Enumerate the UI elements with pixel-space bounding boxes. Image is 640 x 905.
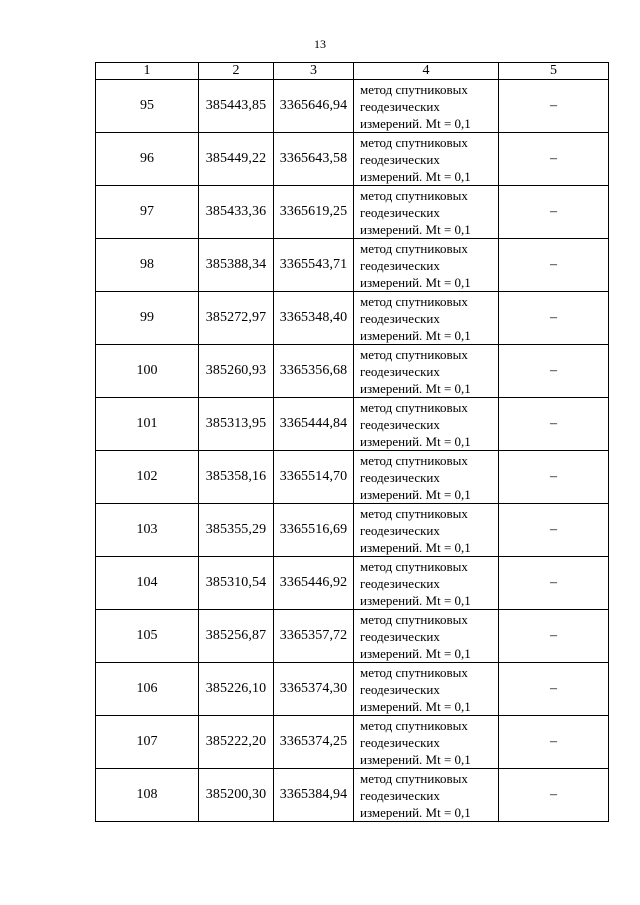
table-row [96,239,609,292]
table-row [96,716,609,769]
point-number-cell: 97 [96,186,199,239]
table-row [96,80,609,133]
method-line: измерений. Mt = 0,1 [360,751,471,767]
method-line: метод спутниковых [360,505,468,521]
y-coordinate-cell: 3365357,72 [274,610,354,663]
y-coordinate-cell: 3365619,25 [274,186,354,239]
method-line: измерений. Mt = 0,1 [360,380,471,396]
method-line: измерений. Mt = 0,1 [360,433,471,449]
method-cell [354,663,499,716]
x-coordinate-cell: 385256,87 [199,610,274,663]
method-line: измерений. Mt = 0,1 [360,221,471,237]
x-coordinate-cell: 385443,85 [199,80,274,133]
x-coordinate-cell: 385433,36 [199,186,274,239]
description-cell: – [499,345,609,398]
x-coordinate-cell: 385310,54 [199,557,274,610]
method-line: метод спутниковых [360,664,468,680]
description-cell: – [499,557,609,610]
point-number-cell: 105 [96,610,199,663]
method-line: геодезических [360,204,440,220]
header-col-4: 4 [354,63,499,80]
x-coordinate-cell: 385272,97 [199,292,274,345]
page-number: 13 [314,37,326,51]
y-coordinate-cell: 3365374,30 [274,663,354,716]
description-cell: – [499,186,609,239]
y-coordinate-cell: 3365646,94 [274,80,354,133]
method-cell [354,451,499,504]
method-line: метод спутниковых [360,346,468,362]
method-line: геодезических [360,469,440,485]
method-cell [354,133,499,186]
method-cell [354,610,499,663]
method-line: геодезических [360,787,440,803]
table-row [96,186,609,239]
x-coordinate-cell: 385355,29 [199,504,274,557]
method-line: метод спутниковых [360,452,468,468]
method-line: измерений. Mt = 0,1 [360,274,471,290]
description-cell: – [499,451,609,504]
coordinates-table [95,62,609,822]
table-row [96,345,609,398]
method-cell [354,80,499,133]
table-row [96,451,609,504]
method-cell [354,345,499,398]
method-line: метод спутниковых [360,187,468,203]
table-row [96,398,609,451]
x-coordinate-cell: 385222,20 [199,716,274,769]
x-coordinate-cell: 385226,10 [199,663,274,716]
method-line: измерений. Mt = 0,1 [360,804,471,820]
method-line: метод спутниковых [360,611,468,627]
y-coordinate-cell: 3365643,58 [274,133,354,186]
description-cell: – [499,239,609,292]
header-col-5: 5 [499,63,609,80]
point-number-cell: 104 [96,557,199,610]
method-line: метод спутниковых [360,293,468,309]
method-cell [354,398,499,451]
point-number-cell: 98 [96,239,199,292]
x-coordinate-cell: 385260,93 [199,345,274,398]
y-coordinate-cell: 3365384,94 [274,769,354,822]
method-cell [354,292,499,345]
method-line: геодезических [360,98,440,114]
table-row [96,292,609,345]
method-cell [354,557,499,610]
header-col-2: 2 [199,63,274,80]
point-number-cell: 95 [96,80,199,133]
x-coordinate-cell: 385313,95 [199,398,274,451]
method-line: измерений. Mt = 0,1 [360,115,471,131]
y-coordinate-cell: 3365444,84 [274,398,354,451]
description-cell: – [499,769,609,822]
point-number-cell: 108 [96,769,199,822]
description-cell: – [499,80,609,133]
method-line: геодезических [360,734,440,750]
point-number-cell: 101 [96,398,199,451]
method-line: измерений. Mt = 0,1 [360,539,471,555]
y-coordinate-cell: 3365356,68 [274,345,354,398]
point-number-cell: 99 [96,292,199,345]
method-line: метод спутниковых [360,558,468,574]
method-line: измерений. Mt = 0,1 [360,592,471,608]
method-cell [354,504,499,557]
table-row [96,133,609,186]
method-cell [354,716,499,769]
y-coordinate-cell: 3365374,25 [274,716,354,769]
x-coordinate-cell: 385449,22 [199,133,274,186]
table-row [96,610,609,663]
method-line: измерений. Mt = 0,1 [360,486,471,502]
method-line: измерений. Mt = 0,1 [360,698,471,714]
point-number-cell: 100 [96,345,199,398]
header-col-1: 1 [96,63,199,80]
method-line: геодезических [360,151,440,167]
description-cell: – [499,663,609,716]
y-coordinate-cell: 3365516,69 [274,504,354,557]
description-cell: – [499,504,609,557]
method-line: измерений. Mt = 0,1 [360,168,471,184]
y-coordinate-cell: 3365543,71 [274,239,354,292]
method-line: геодезических [360,575,440,591]
method-cell [354,769,499,822]
method-line: измерений. Mt = 0,1 [360,645,471,661]
table-row [96,769,609,822]
method-line: геодезических [360,363,440,379]
table-row [96,663,609,716]
table-header-row [96,63,609,80]
method-line: геодезических [360,310,440,326]
description-cell: – [499,398,609,451]
method-line: геодезических [360,257,440,273]
method-line: измерений. Mt = 0,1 [360,327,471,343]
description-cell: – [499,133,609,186]
description-cell: – [499,716,609,769]
table-row [96,504,609,557]
y-coordinate-cell: 3365446,92 [274,557,354,610]
point-number-cell: 107 [96,716,199,769]
method-line: геодезических [360,628,440,644]
header-col-3: 3 [274,63,354,80]
y-coordinate-cell: 3365348,40 [274,292,354,345]
method-line: метод спутниковых [360,134,468,150]
point-number-cell: 102 [96,451,199,504]
description-cell: – [499,292,609,345]
table-row [96,557,609,610]
x-coordinate-cell: 385200,30 [199,769,274,822]
x-coordinate-cell: 385388,34 [199,239,274,292]
method-line: метод спутниковых [360,240,468,256]
point-number-cell: 96 [96,133,199,186]
method-line: геодезических [360,416,440,432]
method-line: метод спутниковых [360,81,468,97]
method-line: метод спутниковых [360,399,468,415]
method-cell [354,186,499,239]
x-coordinate-cell: 385358,16 [199,451,274,504]
description-cell: – [499,610,609,663]
method-line: метод спутниковых [360,717,468,733]
method-line: метод спутниковых [360,770,468,786]
method-cell [354,239,499,292]
method-line: геодезических [360,681,440,697]
method-line: геодезических [360,522,440,538]
point-number-cell: 103 [96,504,199,557]
y-coordinate-cell: 3365514,70 [274,451,354,504]
point-number-cell: 106 [96,663,199,716]
